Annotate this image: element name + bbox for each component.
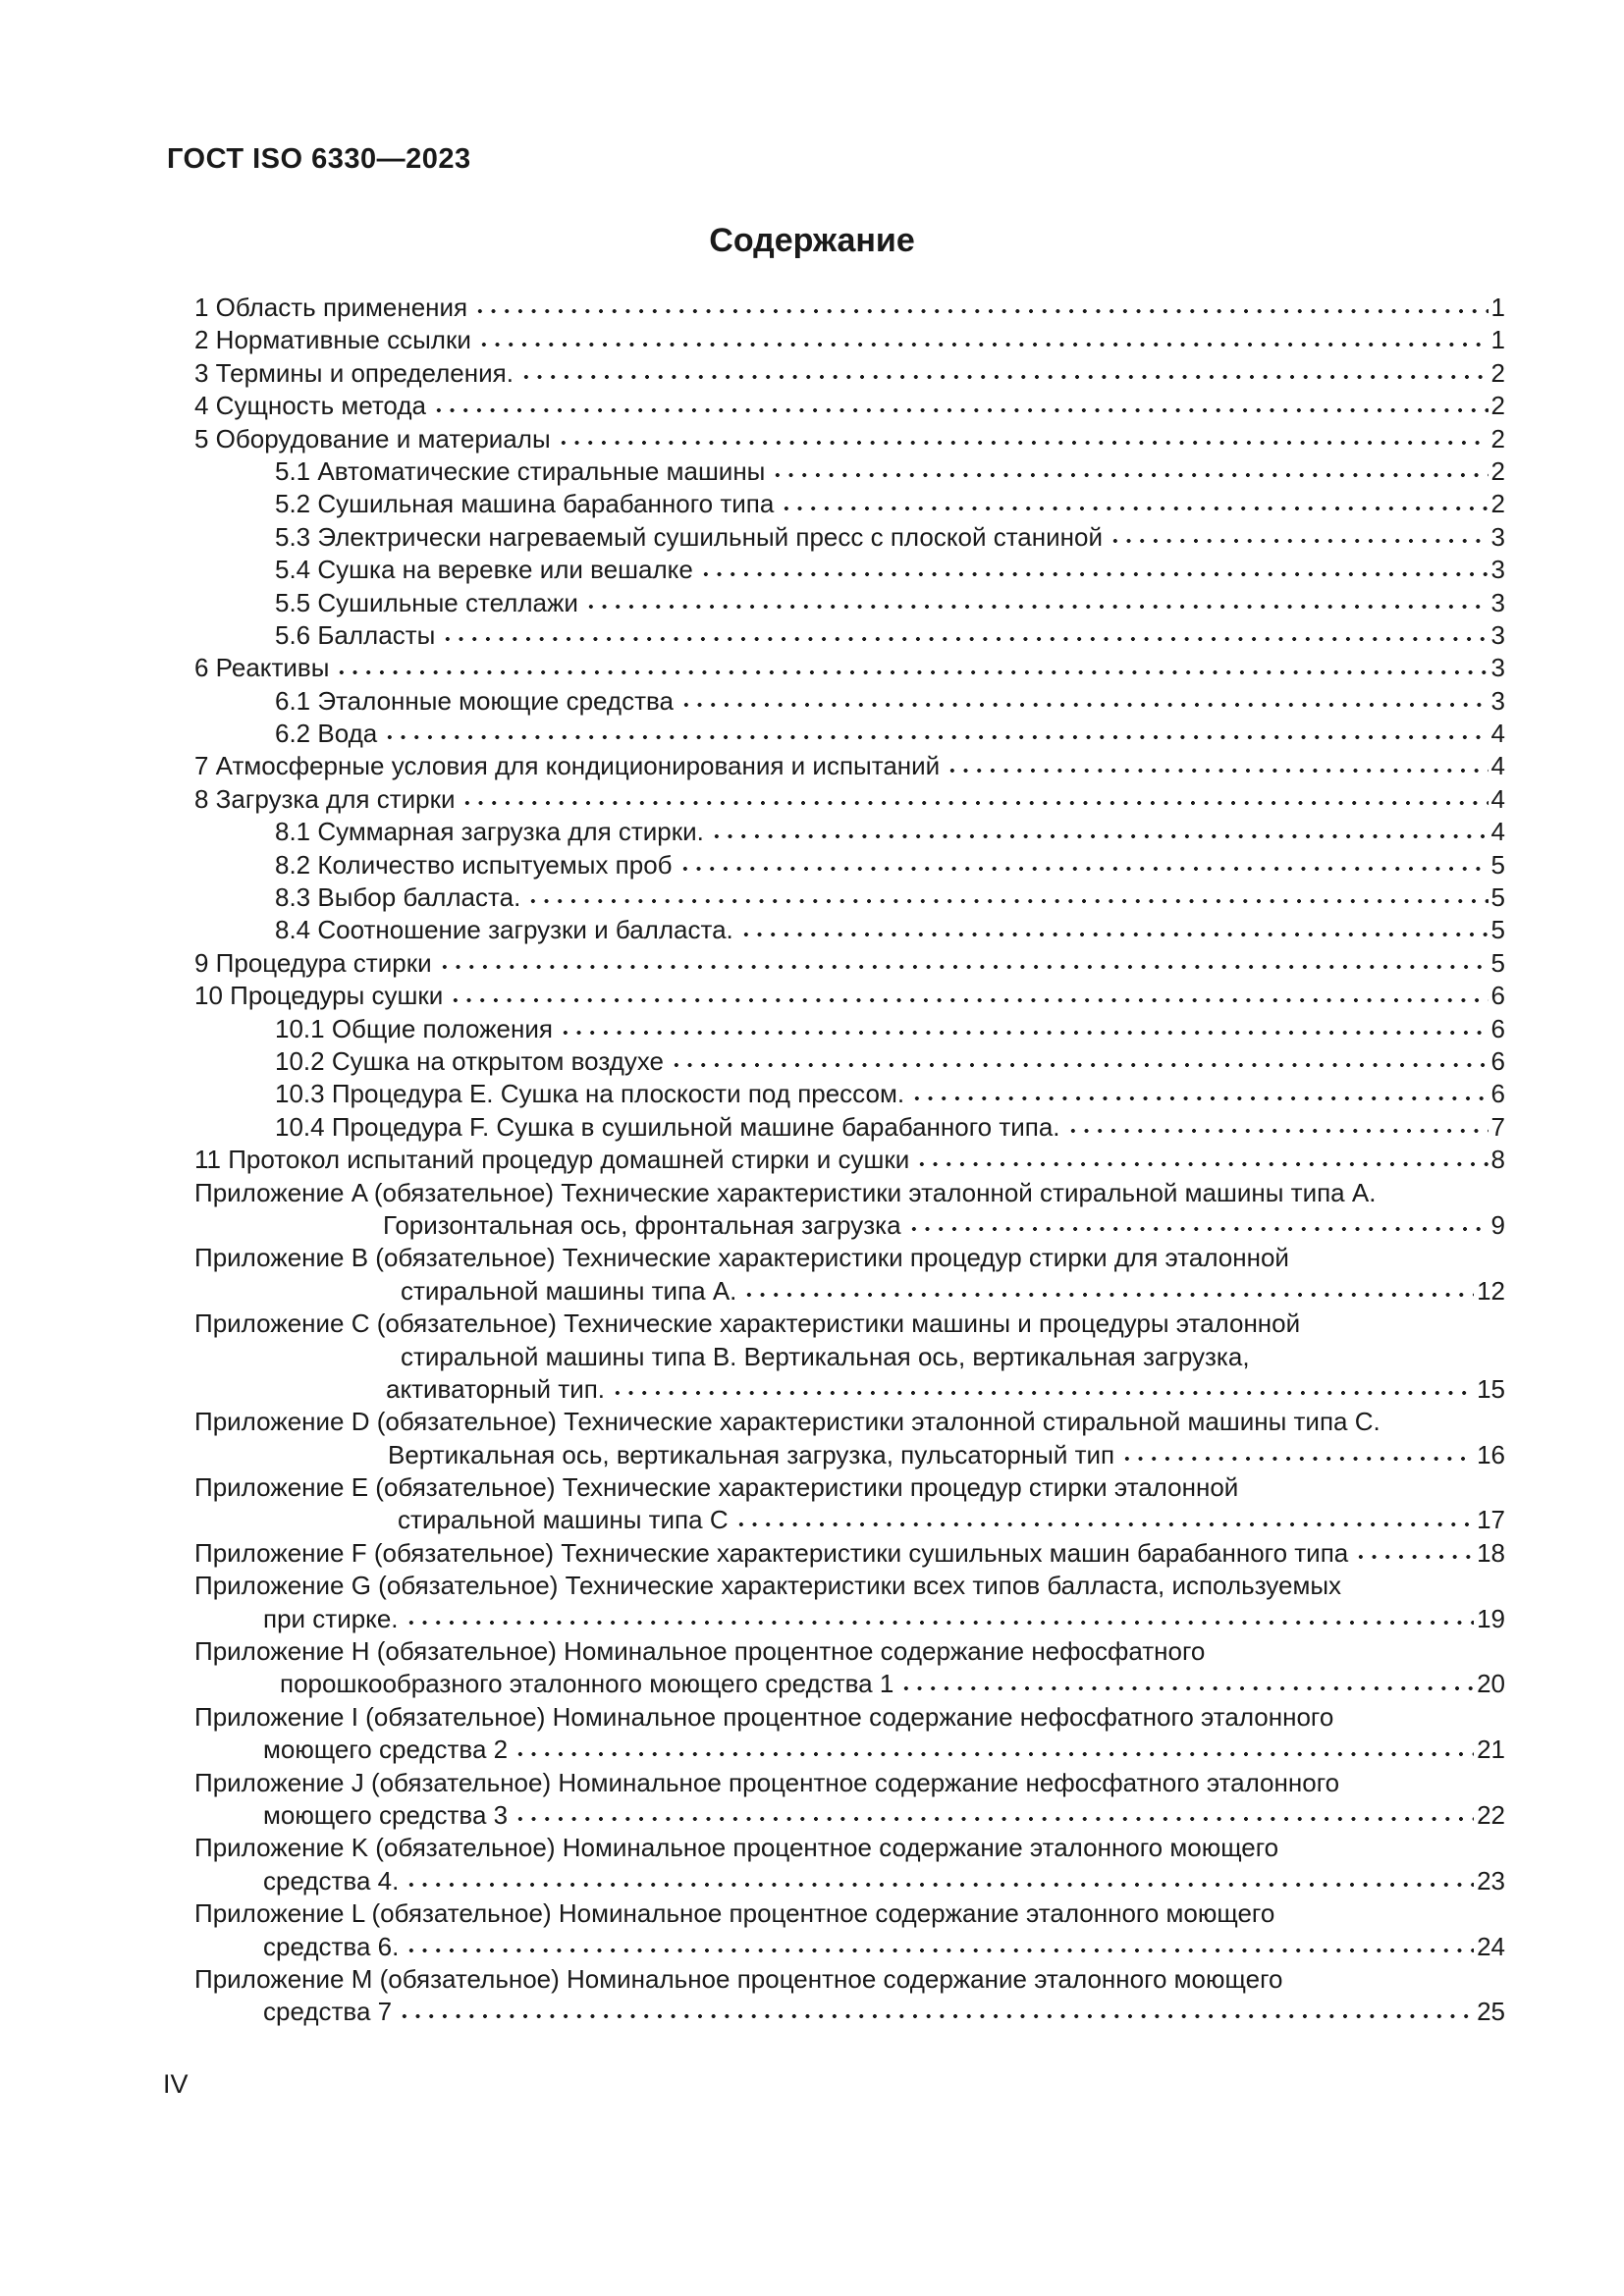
dot-leader bbox=[335, 670, 1488, 680]
dot-leader bbox=[405, 1949, 1474, 1958]
toc-entry-text: 5.3 Электрически нагреваемый сушильный пресс с плоской станиной bbox=[275, 521, 1103, 552]
dot-leader bbox=[405, 1621, 1475, 1630]
toc-row bbox=[0, 1504, 1505, 1536]
toc-row bbox=[0, 1209, 1505, 1242]
dot-leader bbox=[432, 408, 1489, 418]
toc-row bbox=[0, 685, 1505, 718]
toc-page-number: 4 bbox=[1490, 783, 1505, 814]
toc-row bbox=[0, 521, 1505, 554]
toc-entry-text: 8 Загрузка для стирки bbox=[194, 783, 456, 814]
toc-page-number: 15 bbox=[1477, 1373, 1505, 1404]
toc-row bbox=[0, 980, 1505, 1012]
toc-page-number: 6 bbox=[1490, 1079, 1505, 1109]
dot-leader bbox=[742, 1293, 1474, 1303]
dot-leader bbox=[514, 1817, 1474, 1827]
toc-row bbox=[0, 718, 1505, 750]
toc-page-number: 12 bbox=[1477, 1275, 1505, 1306]
toc-entry-text: моющего средства 2 bbox=[263, 1735, 509, 1765]
toc-page-number: 5 bbox=[1490, 947, 1505, 978]
toc-entry-text: 6 Реактивы bbox=[194, 653, 330, 683]
toc-entry-text: Приложение F (обязательное) Технические характеристики сушильных машин барабанного типа bbox=[194, 1537, 1349, 1568]
toc-row bbox=[0, 1865, 1505, 1897]
toc-entry-text: стиральной машины типа A. bbox=[401, 1275, 737, 1306]
toc-entry-text: 10.4 Процедура F. Сушка в сушильной машине барабанного типа. bbox=[275, 1111, 1060, 1142]
page-title: Содержание bbox=[709, 222, 915, 259]
toc-page-number: 6 bbox=[1490, 1045, 1505, 1076]
toc-row bbox=[0, 1603, 1505, 1635]
toc-entry-text: Приложение H (обязательное) Номинальное процентное содержание нефосфатного bbox=[194, 1636, 1206, 1667]
toc-row bbox=[0, 1013, 1505, 1045]
toc-entry-text: Приложение L (обязательное) Номинальное процентное содержание эталонного моющего bbox=[194, 1898, 1275, 1929]
toc-entry-text: 6.1 Эталонные моющие средства bbox=[275, 685, 674, 716]
dot-leader bbox=[739, 933, 1489, 942]
toc-entry-text: Приложение E (обязательное) Технические характеристики процедур стирки эталонной bbox=[194, 1472, 1239, 1503]
toc-entry-text: 4 Сущность метода bbox=[194, 391, 426, 421]
toc-entry-text: Приложение K (обязательное) Номинальное процентное содержание эталонного моющего bbox=[194, 1833, 1279, 1863]
toc-row bbox=[0, 1635, 1505, 1668]
toc-entry-text: Приложение J (обязательное) Номинальное процентное содержание нефосфатного эталонного bbox=[194, 1767, 1340, 1797]
dot-leader bbox=[473, 309, 1488, 319]
toc-entry-text: порошкообразного эталонного моющего средства 1 bbox=[280, 1669, 894, 1699]
toc-list bbox=[0, 292, 1505, 2029]
toc-row bbox=[0, 1471, 1505, 1504]
toc-page-number: 19 bbox=[1477, 1603, 1505, 1633]
toc-row bbox=[0, 1767, 1505, 1799]
toc-row bbox=[0, 1701, 1505, 1734]
toc-page-number: 1 bbox=[1490, 325, 1505, 355]
toc-row bbox=[0, 587, 1505, 619]
toc-row bbox=[0, 1537, 1505, 1570]
toc-row bbox=[0, 816, 1505, 848]
toc-row bbox=[0, 1996, 1505, 2028]
toc-row bbox=[0, 849, 1505, 881]
dot-leader bbox=[449, 998, 1488, 1008]
dot-leader bbox=[398, 2014, 1474, 2024]
toc-page-number: 3 bbox=[1490, 619, 1505, 650]
toc-row bbox=[0, 1406, 1505, 1438]
toc-entry-text: активаторный тип. bbox=[386, 1373, 606, 1404]
toc-row bbox=[0, 1931, 1505, 1963]
toc-entry-text: 1 Область применения bbox=[194, 293, 468, 322]
dot-leader bbox=[1109, 539, 1489, 549]
toc-page-number: 2 bbox=[1490, 357, 1505, 388]
toc-entry-text: средства 6. bbox=[263, 1931, 400, 1961]
dot-leader bbox=[557, 441, 1489, 451]
dot-leader bbox=[1120, 1457, 1474, 1467]
toc-entry-text: 5.2 Сушильная машина барабанного типа bbox=[275, 489, 775, 519]
dot-leader bbox=[460, 801, 1488, 811]
dot-leader bbox=[514, 1752, 1474, 1762]
toc-entry-text: 5.6 Балласты bbox=[275, 619, 436, 650]
toc-entry-text: стиральной машины типа B. Вертикальная ось, вертикальная загрузка, bbox=[401, 1341, 1250, 1371]
toc-page-number: 22 bbox=[1477, 1799, 1505, 1830]
toc-entry-text: 2 Нормативные ссылки bbox=[194, 325, 471, 355]
toc-page-number: 9 bbox=[1490, 1209, 1505, 1240]
toc-row bbox=[0, 554, 1505, 586]
toc-entry-text: Приложение C (обязательное) Технические характеристики машины и процедуры эталонной bbox=[194, 1308, 1301, 1339]
toc-page-number: 2 bbox=[1490, 391, 1505, 421]
toc-row bbox=[0, 292, 1505, 324]
toc-entry-text: Приложение B (обязательное) Технические характеристики процедур стирки для эталонной bbox=[194, 1243, 1289, 1273]
toc-row bbox=[0, 324, 1505, 356]
toc-page-number: 16 bbox=[1477, 1439, 1505, 1469]
toc-page-number: 3 bbox=[1490, 685, 1505, 716]
toc-page-number: 2 bbox=[1490, 489, 1505, 519]
toc-entry-text: стиральной машины типа C bbox=[398, 1505, 729, 1535]
dot-leader bbox=[710, 834, 1489, 844]
toc-row bbox=[0, 1308, 1505, 1340]
dot-leader bbox=[584, 605, 1489, 614]
dot-leader bbox=[438, 965, 1489, 975]
toc-page-number: 3 bbox=[1490, 555, 1505, 585]
toc-row bbox=[0, 1570, 1505, 1602]
dot-leader bbox=[907, 1227, 1489, 1237]
toc-row bbox=[0, 1242, 1505, 1274]
toc-page-number: 25 bbox=[1477, 1997, 1505, 2027]
toc-row bbox=[0, 1078, 1505, 1110]
dot-leader bbox=[915, 1162, 1488, 1172]
toc-entry-text: 10.1 Общие положения bbox=[275, 1013, 553, 1043]
toc-page-number: 2 bbox=[1490, 423, 1505, 454]
toc-row bbox=[0, 455, 1505, 488]
dot-leader bbox=[405, 1883, 1474, 1893]
toc-entry-text: моющего средства 3 bbox=[263, 1799, 509, 1830]
toc-entry-text: 8.2 Количество испытуемых проб bbox=[275, 849, 673, 880]
dot-leader bbox=[383, 735, 1488, 745]
page-number: IV bbox=[163, 2069, 189, 2099]
toc-entry-text: 9 Процедура стирки bbox=[194, 947, 432, 978]
toc-entry-text: Приложение M (обязательное) Номинальное процентное содержание эталонного моющего bbox=[194, 1963, 1283, 1994]
toc-row bbox=[0, 1275, 1505, 1308]
toc-page-number: 5 bbox=[1490, 915, 1505, 945]
toc-row bbox=[0, 652, 1505, 684]
toc-entry-text: 8.4 Соотношение загрузки и балласта. bbox=[275, 915, 733, 945]
dot-leader bbox=[1066, 1129, 1489, 1139]
dot-leader bbox=[771, 473, 1488, 483]
toc-row bbox=[0, 1111, 1505, 1144]
toc-entry-text: 8.1 Суммарная загрузка для стирки. bbox=[275, 817, 704, 847]
toc-page-number: 5 bbox=[1490, 882, 1505, 913]
toc-row bbox=[0, 750, 1505, 782]
toc-page-number: 7 bbox=[1490, 1111, 1505, 1142]
toc-row bbox=[0, 1045, 1505, 1078]
toc-entry-text: 3 Термины и определения. bbox=[194, 357, 514, 388]
toc-entry-text: средства 4. bbox=[263, 1865, 400, 1896]
toc-row bbox=[0, 390, 1505, 422]
toc-page-number: 17 bbox=[1477, 1505, 1505, 1535]
toc-row bbox=[0, 1832, 1505, 1864]
dot-leader bbox=[946, 769, 1488, 778]
toc-entry-text: 10 Процедуры сушки bbox=[194, 981, 444, 1011]
toc-row bbox=[0, 881, 1505, 914]
toc-row bbox=[0, 1439, 1505, 1471]
toc-row bbox=[0, 1144, 1505, 1176]
toc-entry-text: Приложение G (обязательное) Технические характеристики всех типов балласта, используемых bbox=[194, 1571, 1342, 1601]
toc-entry-text: Горизонтальная ось, фронтальная загрузка bbox=[383, 1209, 901, 1240]
toc-entry-text: 5.5 Сушильные стеллажи bbox=[275, 587, 578, 617]
toc-page-number: 3 bbox=[1490, 521, 1505, 552]
toc-entry-text: средства 7 bbox=[263, 1997, 393, 2027]
dot-leader bbox=[477, 343, 1489, 352]
toc-entry-text: 6.2 Вода bbox=[275, 719, 378, 749]
toc-row bbox=[0, 947, 1505, 980]
toc-row bbox=[0, 1668, 1505, 1700]
dot-leader bbox=[899, 1686, 1474, 1696]
toc-row bbox=[0, 914, 1505, 946]
toc-entry-text: 10.3 Процедура E. Сушка на плоскости под прессом. bbox=[275, 1079, 905, 1109]
toc-page-number: 5 bbox=[1490, 849, 1505, 880]
toc-row bbox=[0, 1341, 1505, 1373]
toc-page-number: 4 bbox=[1490, 719, 1505, 749]
toc-page-number: 8 bbox=[1490, 1145, 1505, 1175]
dot-leader bbox=[526, 899, 1488, 909]
toc-entry-text: 10.2 Сушка на открытом воздухе bbox=[275, 1045, 665, 1076]
toc-page-number: 23 bbox=[1477, 1865, 1505, 1896]
toc-page-number: 6 bbox=[1490, 1013, 1505, 1043]
toc-entry-text: 5 Оборудование и материалы bbox=[194, 423, 551, 454]
toc-page-number: 1 bbox=[1490, 293, 1505, 322]
toc-page-number: 2 bbox=[1490, 455, 1505, 486]
toc-row bbox=[0, 1897, 1505, 1930]
dot-leader bbox=[441, 637, 1488, 647]
toc-row bbox=[0, 488, 1505, 520]
toc-page-number: 3 bbox=[1490, 587, 1505, 617]
toc-entry-text: Вертикальная ось, вертикальная загрузка, пульсаторный тип bbox=[388, 1439, 1115, 1469]
toc-entry-text: при стирке. bbox=[263, 1603, 399, 1633]
toc-row bbox=[0, 783, 1505, 816]
toc-page-number: 6 bbox=[1490, 981, 1505, 1011]
toc-page-number: 4 bbox=[1490, 751, 1505, 781]
dot-leader bbox=[1354, 1555, 1474, 1565]
dot-leader bbox=[910, 1096, 1488, 1106]
toc-page-number: 21 bbox=[1477, 1735, 1505, 1765]
dot-leader bbox=[699, 572, 1489, 582]
toc-row bbox=[0, 1963, 1505, 1996]
dot-leader bbox=[670, 1063, 1489, 1073]
toc-row bbox=[0, 357, 1505, 390]
dot-leader bbox=[559, 1031, 1489, 1041]
dot-leader bbox=[519, 375, 1489, 385]
dot-leader bbox=[679, 703, 1489, 713]
toc-row bbox=[0, 423, 1505, 455]
toc-page-number: 18 bbox=[1477, 1537, 1505, 1568]
toc-page-number: 3 bbox=[1490, 653, 1505, 683]
toc-row bbox=[0, 1373, 1505, 1406]
toc-row bbox=[0, 1177, 1505, 1209]
toc-entry-text: Приложение D (обязательное) Технические характеристики эталонной стиральной машины типа C. bbox=[194, 1407, 1380, 1437]
dot-leader bbox=[678, 867, 1489, 877]
toc-page-number: 4 bbox=[1490, 817, 1505, 847]
toc-entry-text: 11 Протокол испытаний процедур домашней стирки и сушки bbox=[194, 1145, 910, 1175]
document-code: ГОСТ ISO 6330—2023 bbox=[167, 143, 471, 175]
dot-leader bbox=[780, 507, 1488, 516]
toc-row bbox=[0, 1734, 1505, 1766]
toc-row bbox=[0, 619, 1505, 652]
toc-entry-text: Приложение A (обязательное) Технические характеристики эталонной стиральной машины типа A. bbox=[194, 1177, 1377, 1207]
toc-entry-text: 5.4 Сушка на веревке или вешалке bbox=[275, 555, 693, 585]
toc-entry-text: 8.3 Выбор балласта. bbox=[275, 882, 521, 913]
toc-page-number: 20 bbox=[1477, 1669, 1505, 1699]
toc-entry-text: 5.1 Автоматические стиральные машины bbox=[275, 455, 766, 486]
dot-leader bbox=[611, 1391, 1474, 1401]
toc-entry-text: 7 Атмосферные условия для кондиционирования и испытаний bbox=[194, 751, 941, 781]
dot-leader bbox=[734, 1522, 1474, 1532]
toc-row bbox=[0, 1799, 1505, 1832]
toc-entry-text: Приложение I (обязательное) Номинальное процентное содержание нефосфатного эталонного bbox=[194, 1701, 1334, 1732]
toc-page-number: 24 bbox=[1477, 1931, 1505, 1961]
